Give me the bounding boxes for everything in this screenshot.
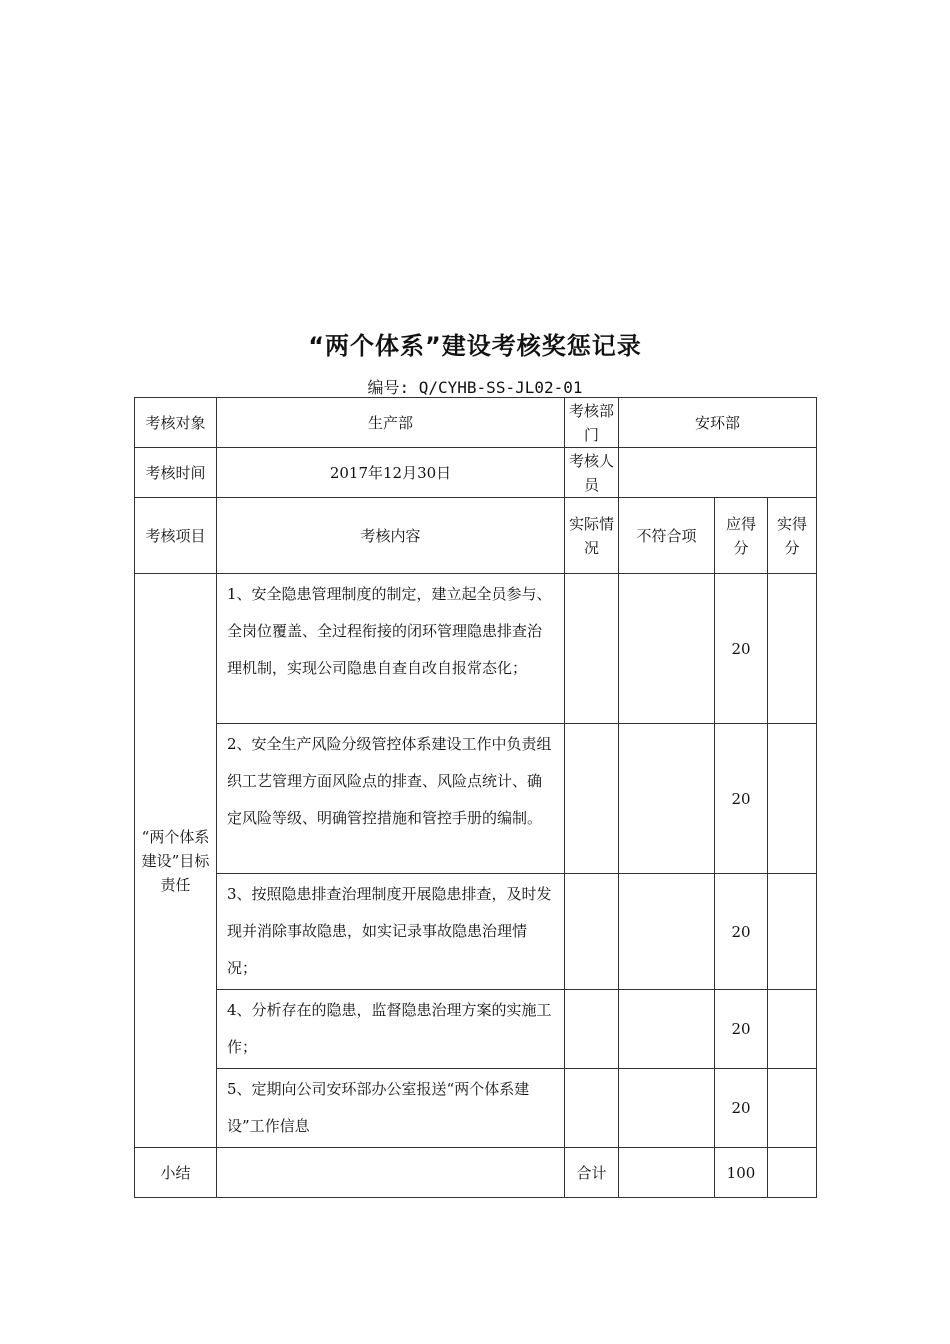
row-content: 1、安全隐患管理制度的制定，建立起全员参与、全岗位覆盖、全过程衔接的闭环管理隐患排查治理机制，实现公司隐患自查自改自报常态化； <box>217 574 565 724</box>
summary-nonconform <box>619 1148 715 1198</box>
table-row <box>135 724 817 874</box>
table-row <box>135 574 817 724</box>
dept-label: 考核部门 <box>565 398 619 448</box>
row-actual <box>565 574 619 724</box>
row-actual <box>565 724 619 874</box>
column-header-row <box>135 498 817 574</box>
row-got-score <box>768 990 817 1069</box>
category-cell: “两个体系建设”目标责任 <box>135 574 217 1148</box>
document-code: 编号: Q/CYHB-SS-JL02-01 <box>367 378 583 397</box>
table-row <box>135 874 817 990</box>
row-actual <box>565 1069 619 1148</box>
table-row <box>135 1069 817 1148</box>
time-value: 2017年12月30日 <box>217 448 565 498</box>
row-nonconform <box>619 874 715 990</box>
row-nonconform <box>619 990 715 1069</box>
row-actual <box>565 990 619 1069</box>
summary-label: 小结 <box>135 1148 217 1198</box>
got-total <box>768 1148 817 1198</box>
assessment-table <box>134 397 817 1198</box>
staff-label: 考核人员 <box>565 448 619 498</box>
row-due-score: 20 <box>715 1069 768 1148</box>
col-content: 考核内容 <box>217 498 565 574</box>
time-label: 考核时间 <box>135 448 217 498</box>
row-content: 3、按照隐患排查治理制度开展隐患排查，及时发现并消除事故隐患，如实记录事故隐患治理情况； <box>217 874 565 990</box>
summary-row <box>135 1148 817 1198</box>
row-nonconform <box>619 724 715 874</box>
row-due-score: 20 <box>715 990 768 1069</box>
row-got-score <box>768 1069 817 1148</box>
row-due-score: 20 <box>715 874 768 990</box>
col-actual: 实际情况 <box>565 498 619 574</box>
row-got-score <box>768 574 817 724</box>
row-due-score: 20 <box>715 724 768 874</box>
col-got: 实得分 <box>768 498 817 574</box>
row-content: 2、安全生产风险分级管控体系建设工作中负责组织工艺管理方面风险点的排查、风险点统计、确定风险等级、明确管控措施和管控手册的编制。 <box>217 724 565 874</box>
document-title: “两个体系”建设考核奖惩记录 <box>308 332 642 360</box>
header-row-time <box>135 448 817 498</box>
dept-value: 安环部 <box>619 398 817 448</box>
row-content: 5、定期向公司安环部办公室报送“两个体系建设”工作信息 <box>217 1069 565 1148</box>
summary-value <box>217 1148 565 1198</box>
row-got-score <box>768 874 817 990</box>
total-label: 合计 <box>565 1148 619 1198</box>
col-nonconform: 不符合项 <box>619 498 715 574</box>
row-due-score: 20 <box>715 574 768 724</box>
staff-value <box>619 448 817 498</box>
target-label: 考核对象 <box>135 398 217 448</box>
row-got-score <box>768 724 817 874</box>
col-item: 考核项目 <box>135 498 217 574</box>
due-total: 100 <box>715 1148 768 1198</box>
row-actual <box>565 874 619 990</box>
table-row <box>135 990 817 1069</box>
row-nonconform <box>619 574 715 724</box>
col-due: 应得分 <box>715 498 768 574</box>
header-row-target <box>135 398 817 448</box>
row-nonconform <box>619 1069 715 1148</box>
target-value: 生产部 <box>217 398 565 448</box>
row-content: 4、分析存在的隐患，监督隐患治理方案的实施工作； <box>217 990 565 1069</box>
